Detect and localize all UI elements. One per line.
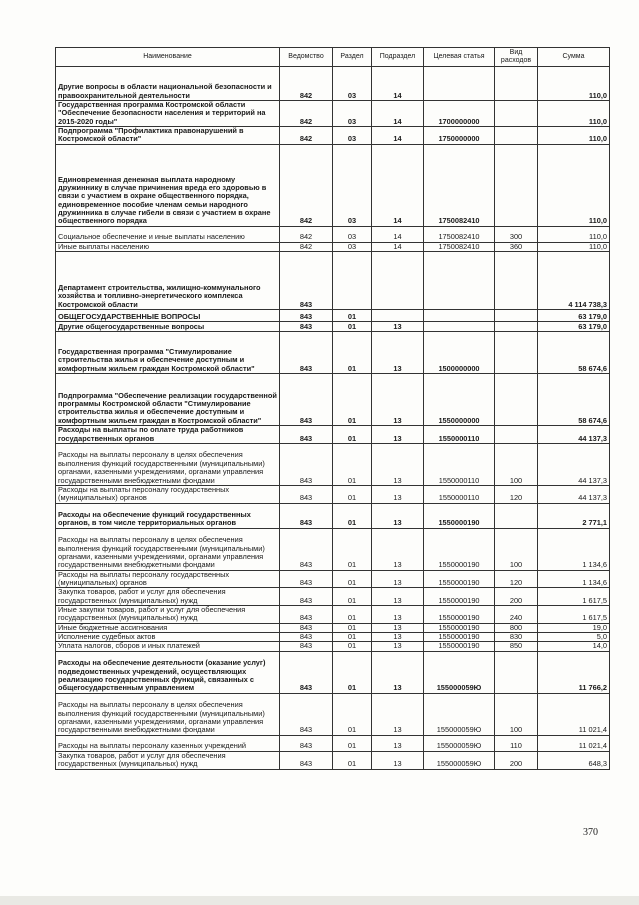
header-expense-type: Вид расходов: [495, 48, 538, 67]
row-department-cell: 843: [280, 642, 333, 651]
row-target-article-cell: 1550000110: [424, 426, 495, 444]
row-department-cell: 843: [280, 374, 333, 426]
row-expense-type-cell: [495, 252, 538, 310]
row-amount-cell: 19,0: [538, 623, 610, 632]
row-section-cell: 01: [333, 633, 372, 642]
row-amount-cell: 2 771,1: [538, 503, 610, 528]
row-amount-cell: 58 674,6: [538, 374, 610, 426]
row-subsection-cell: [372, 252, 424, 310]
row-section-cell: 01: [333, 528, 372, 570]
row-section-cell: 03: [333, 127, 372, 145]
row-department-cell: 842: [280, 101, 333, 127]
row-department-cell: 843: [280, 735, 333, 751]
header-name: Наименование: [56, 48, 280, 67]
table-row: [56, 101, 610, 127]
row-name-cell: Подпрограмма "Профилактика правонарушений в Костромской области": [56, 127, 280, 145]
row-subsection-cell: 13: [372, 322, 424, 332]
row-subsection-cell: 13: [372, 606, 424, 624]
table-row: [56, 226, 610, 242]
row-subsection-cell: 13: [372, 623, 424, 632]
row-section-cell: 01: [333, 322, 372, 332]
row-target-article-cell: 1750082410: [424, 226, 495, 242]
row-section-cell: 01: [333, 332, 372, 374]
row-subsection-cell: 13: [372, 633, 424, 642]
row-name-cell: Департамент строительства, жилищно-коммунального хозяйства и топливно-энергетического комплекса Костромской области: [56, 252, 280, 310]
row-target-article-cell: 1550000190: [424, 623, 495, 632]
table-row: [56, 693, 610, 735]
row-target-article-cell: 1550000190: [424, 606, 495, 624]
table-row: [56, 374, 610, 426]
row-subsection-cell: 13: [372, 503, 424, 528]
row-target-article-cell: 155000059Ю: [424, 735, 495, 751]
row-department-cell: 843: [280, 570, 333, 588]
row-target-article-cell: 1500000000: [424, 332, 495, 374]
row-department-cell: 843: [280, 651, 333, 693]
table-row: [56, 426, 610, 444]
row-amount-cell: 44 137,3: [538, 485, 610, 503]
table-row: [56, 310, 610, 322]
row-subsection-cell: 14: [372, 67, 424, 101]
table-row: [56, 144, 610, 226]
row-section-cell: 01: [333, 751, 372, 769]
row-section-cell: 03: [333, 226, 372, 242]
row-target-article-cell: 155000059Ю: [424, 651, 495, 693]
header-target-article: Целевая статья: [424, 48, 495, 67]
budget-expenditure-table: [55, 47, 610, 770]
row-name-cell: Расходы на обеспечение функций государственных органов, в том числе территориальных органов: [56, 503, 280, 528]
page-number: 370: [583, 827, 598, 838]
row-name-cell: Подпрограмма "Обеспечение реализации государственной программы Костромской области "Стимулирование строительства жилья и обеспечение доступным и комфортным жильем граждан в Костромской области": [56, 374, 280, 426]
row-target-article-cell: 1700000000: [424, 101, 495, 127]
row-amount-cell: 63 179,0: [538, 310, 610, 322]
row-subsection-cell: 14: [372, 242, 424, 251]
row-subsection-cell: 13: [372, 642, 424, 651]
header-section: Раздел: [333, 48, 372, 67]
row-section-cell: 03: [333, 242, 372, 251]
row-name-cell: ОБЩЕГОСУДАРСТВЕННЫЕ ВОПРОСЫ: [56, 310, 280, 322]
row-target-article-cell: [424, 310, 495, 322]
row-expense-type-cell: [495, 144, 538, 226]
row-section-cell: 01: [333, 443, 372, 485]
row-section-cell: 01: [333, 570, 372, 588]
table-header-row: [56, 48, 610, 67]
row-section-cell: 01: [333, 588, 372, 606]
row-amount-cell: 5,0: [538, 633, 610, 642]
table-row: [56, 751, 610, 769]
row-expense-type-cell: 100: [495, 693, 538, 735]
header-amount: Сумма: [538, 48, 610, 67]
table-row: [56, 322, 610, 332]
row-section-cell: 03: [333, 67, 372, 101]
row-name-cell: Закупка товаров, работ и услуг для обеспечения государственных (муниципальных) нужд: [56, 588, 280, 606]
row-subsection-cell: 13: [372, 443, 424, 485]
row-expense-type-cell: [495, 322, 538, 332]
row-amount-cell: 11 021,4: [538, 693, 610, 735]
row-name-cell: Расходы на обеспечение деятельности (оказание услуг) подведомственных учреждений, осуществляющих реализацию государственных функций, связанных с общегосударственным управлением: [56, 651, 280, 693]
row-section-cell: 01: [333, 735, 372, 751]
table-row: [56, 633, 610, 642]
table-body: [56, 67, 610, 770]
row-subsection-cell: 14: [372, 144, 424, 226]
table-row: [56, 332, 610, 374]
row-amount-cell: 63 179,0: [538, 322, 610, 332]
row-target-article-cell: 1550000190: [424, 633, 495, 642]
row-expense-type-cell: [495, 426, 538, 444]
table-row: [56, 252, 610, 310]
table-row: [56, 570, 610, 588]
row-section-cell: 01: [333, 651, 372, 693]
row-section-cell: 01: [333, 606, 372, 624]
row-expense-type-cell: [495, 651, 538, 693]
row-section-cell: [333, 252, 372, 310]
row-amount-cell: 1 134,6: [538, 570, 610, 588]
row-section-cell: 03: [333, 144, 372, 226]
row-department-cell: 843: [280, 503, 333, 528]
row-department-cell: 843: [280, 485, 333, 503]
row-expense-type-cell: 300: [495, 226, 538, 242]
row-subsection-cell: 13: [372, 528, 424, 570]
row-amount-cell: 11 021,4: [538, 735, 610, 751]
table-row: [56, 67, 610, 101]
row-target-article-cell: 1750082410: [424, 242, 495, 251]
row-amount-cell: 44 137,3: [538, 443, 610, 485]
row-subsection-cell: 13: [372, 374, 424, 426]
row-target-article-cell: 1550000190: [424, 528, 495, 570]
row-target-article-cell: [424, 252, 495, 310]
row-expense-type-cell: 100: [495, 528, 538, 570]
row-target-article-cell: [424, 67, 495, 101]
row-expense-type-cell: 200: [495, 588, 538, 606]
row-amount-cell: 44 137,3: [538, 426, 610, 444]
table-row: [56, 503, 610, 528]
row-name-cell: Уплата налогов, сборов и иных платежей: [56, 642, 280, 651]
row-department-cell: 843: [280, 252, 333, 310]
row-subsection-cell: 13: [372, 735, 424, 751]
row-name-cell: Социальное обеспечение и иные выплаты населению: [56, 226, 280, 242]
row-name-cell: Расходы на выплаты по оплате труда работников государственных органов: [56, 426, 280, 444]
row-amount-cell: 1 134,6: [538, 528, 610, 570]
row-amount-cell: 4 114 738,3: [538, 252, 610, 310]
row-amount-cell: 1 617,5: [538, 606, 610, 624]
table-row: [56, 642, 610, 651]
row-subsection-cell: 13: [372, 332, 424, 374]
row-name-cell: Иные выплаты населению: [56, 242, 280, 251]
row-department-cell: 842: [280, 144, 333, 226]
row-department-cell: 843: [280, 633, 333, 642]
table-row: [56, 242, 610, 251]
row-subsection-cell: 13: [372, 588, 424, 606]
row-subsection-cell: 13: [372, 751, 424, 769]
table-row: [56, 588, 610, 606]
row-amount-cell: 110,0: [538, 127, 610, 145]
row-section-cell: 01: [333, 426, 372, 444]
row-expense-type-cell: 360: [495, 242, 538, 251]
row-subsection-cell: 13: [372, 693, 424, 735]
row-department-cell: 843: [280, 588, 333, 606]
row-target-article-cell: [424, 322, 495, 332]
row-expense-type-cell: 200: [495, 751, 538, 769]
row-department-cell: 842: [280, 127, 333, 145]
row-amount-cell: 648,3: [538, 751, 610, 769]
row-department-cell: 842: [280, 67, 333, 101]
row-subsection-cell: 13: [372, 570, 424, 588]
row-section-cell: 01: [333, 623, 372, 632]
row-name-cell: Закупка товаров, работ и услуг для обеспечения государственных (муниципальных) нужд: [56, 751, 280, 769]
row-target-article-cell: 1550000190: [424, 570, 495, 588]
row-expense-type-cell: [495, 101, 538, 127]
row-name-cell: Расходы на выплаты персоналу государственных (муниципальных) органов: [56, 485, 280, 503]
row-expense-type-cell: 120: [495, 570, 538, 588]
row-expense-type-cell: 240: [495, 606, 538, 624]
row-expense-type-cell: [495, 127, 538, 145]
row-name-cell: Государственная программа Костромской области "Обеспечение безопасности населения и территорий на 2015-2020 годы": [56, 101, 280, 127]
row-section-cell: 01: [333, 693, 372, 735]
row-subsection-cell: [372, 310, 424, 322]
row-subsection-cell: 14: [372, 127, 424, 145]
row-expense-type-cell: 850: [495, 642, 538, 651]
row-target-article-cell: 1550000190: [424, 642, 495, 651]
table-row: [56, 735, 610, 751]
row-department-cell: 843: [280, 623, 333, 632]
row-section-cell: 01: [333, 642, 372, 651]
table-row: [56, 127, 610, 145]
row-expense-type-cell: 120: [495, 485, 538, 503]
row-name-cell: Единовременная денежная выплата народному дружиннику в случае причинения вреда его здоровью в связи с участием в охране общественного порядка, единовременное пособие членам семьи народного дружинника в случае гибели в связи с участием в охране общественного порядка: [56, 144, 280, 226]
table-row: [56, 606, 610, 624]
row-expense-type-cell: 100: [495, 443, 538, 485]
table-row: [56, 528, 610, 570]
row-name-cell: Другие вопросы в области национальной безопасности и правоохранительной деятельности: [56, 67, 280, 101]
row-amount-cell: 110,0: [538, 226, 610, 242]
row-name-cell: Иные закупки товаров, работ и услуг для обеспечения государственных (муниципальных) нужд: [56, 606, 280, 624]
row-target-article-cell: 155000059Ю: [424, 693, 495, 735]
row-name-cell: Расходы на выплаты персоналу в целях обеспечения выполнения функций государственными (муниципальными) органами, казенными учреждениями, органами управления государственными внебюджетными фондами: [56, 528, 280, 570]
row-amount-cell: 110,0: [538, 242, 610, 251]
row-department-cell: 843: [280, 426, 333, 444]
table-row: [56, 485, 610, 503]
row-expense-type-cell: [495, 67, 538, 101]
row-amount-cell: 110,0: [538, 67, 610, 101]
row-amount-cell: 1 617,5: [538, 588, 610, 606]
row-department-cell: 843: [280, 310, 333, 322]
row-subsection-cell: 13: [372, 485, 424, 503]
row-name-cell: Расходы на выплаты персоналу в целях обеспечения выполнения функций государственными (муниципальными) органами, казенными учреждениями, органами управления государственными внебюджетными фондами: [56, 693, 280, 735]
row-name-cell: Расходы на выплаты персоналу казенных учреждений: [56, 735, 280, 751]
row-department-cell: 842: [280, 226, 333, 242]
row-amount-cell: 110,0: [538, 101, 610, 127]
row-department-cell: 843: [280, 443, 333, 485]
row-expense-type-cell: [495, 332, 538, 374]
row-subsection-cell: 13: [372, 426, 424, 444]
row-name-cell: Исполнение судебных актов: [56, 633, 280, 642]
row-subsection-cell: 13: [372, 651, 424, 693]
row-expense-type-cell: 830: [495, 633, 538, 642]
row-target-article-cell: 1550000110: [424, 443, 495, 485]
row-expense-type-cell: [495, 310, 538, 322]
row-department-cell: 843: [280, 332, 333, 374]
row-target-article-cell: 1750000000: [424, 127, 495, 145]
row-department-cell: 843: [280, 322, 333, 332]
row-section-cell: 01: [333, 374, 372, 426]
row-amount-cell: 14,0: [538, 642, 610, 651]
row-subsection-cell: 14: [372, 101, 424, 127]
table-row: [56, 623, 610, 632]
row-expense-type-cell: 800: [495, 623, 538, 632]
row-department-cell: 843: [280, 693, 333, 735]
row-amount-cell: 58 674,6: [538, 332, 610, 374]
row-amount-cell: 11 766,2: [538, 651, 610, 693]
row-subsection-cell: 14: [372, 226, 424, 242]
row-expense-type-cell: [495, 503, 538, 528]
row-expense-type-cell: [495, 374, 538, 426]
row-name-cell: Расходы на выплаты персоналу государственных (муниципальных) органов: [56, 570, 280, 588]
row-amount-cell: 110,0: [538, 144, 610, 226]
row-target-article-cell: 1550000190: [424, 503, 495, 528]
row-name-cell: Иные бюджетные ассигнования: [56, 623, 280, 632]
row-target-article-cell: 155000059Ю: [424, 751, 495, 769]
row-department-cell: 843: [280, 751, 333, 769]
header-subsection: Подраздел: [372, 48, 424, 67]
scan-footer-strip: [0, 896, 639, 905]
row-name-cell: Расходы на выплаты персоналу в целях обеспечения выполнения функций государственными (муниципальными) органами, казенными учреждениями, органами управления государственными внебюджетными фондами: [56, 443, 280, 485]
row-section-cell: 01: [333, 485, 372, 503]
row-target-article-cell: 1550000190: [424, 588, 495, 606]
row-department-cell: 842: [280, 242, 333, 251]
row-department-cell: 843: [280, 528, 333, 570]
row-name-cell: Другие общегосударственные вопросы: [56, 322, 280, 332]
table-row: [56, 651, 610, 693]
row-target-article-cell: 1550000000: [424, 374, 495, 426]
table-row: [56, 443, 610, 485]
row-name-cell: Государственная программа "Стимулирование строительства жилья и обеспечение доступным и комфортным жильем граждан Костромской области": [56, 332, 280, 374]
header-department: Ведомство: [280, 48, 333, 67]
row-department-cell: 843: [280, 606, 333, 624]
row-section-cell: 01: [333, 310, 372, 322]
row-expense-type-cell: 110: [495, 735, 538, 751]
row-section-cell: 01: [333, 503, 372, 528]
row-target-article-cell: 1550000110: [424, 485, 495, 503]
row-target-article-cell: 1750082410: [424, 144, 495, 226]
row-section-cell: 03: [333, 101, 372, 127]
